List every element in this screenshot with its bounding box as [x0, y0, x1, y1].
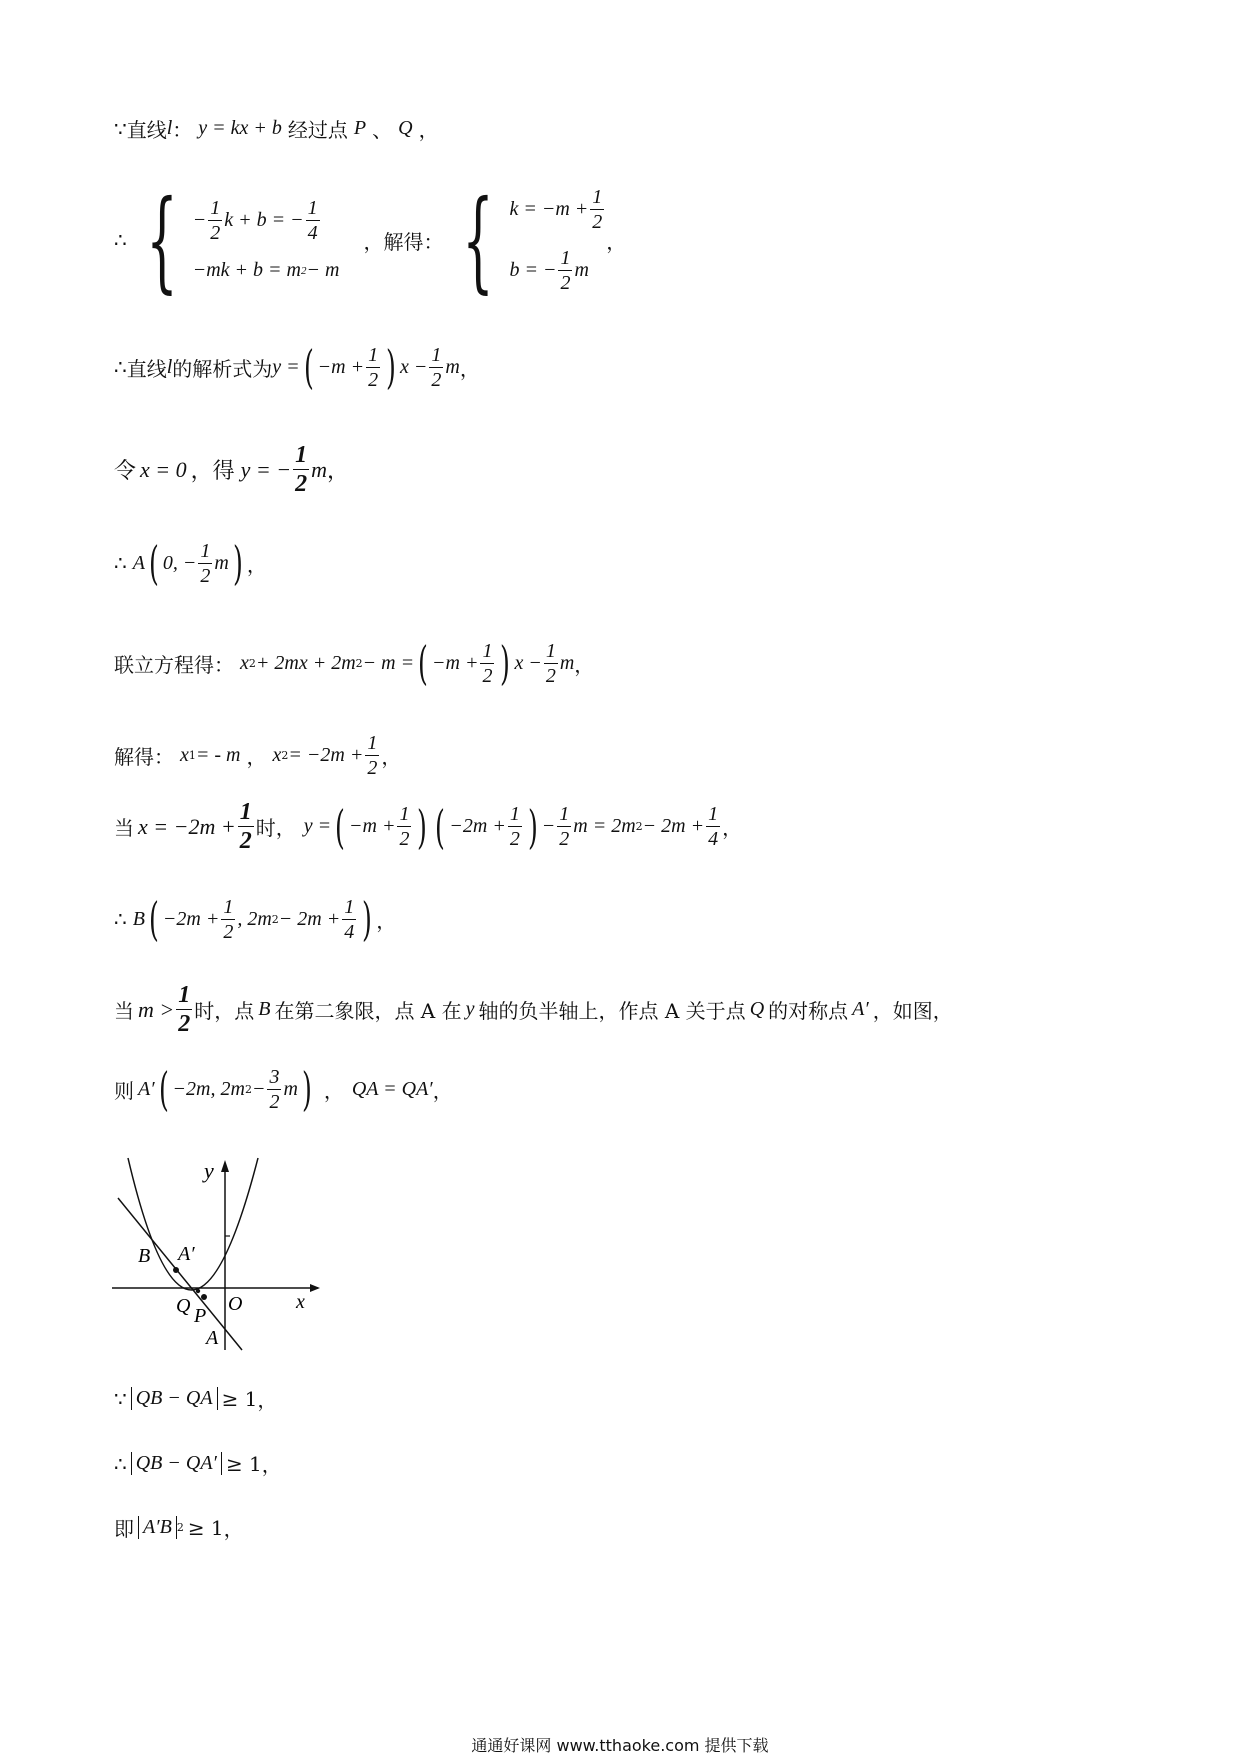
- text: ，: [323, 1078, 344, 1103]
- therefore-symbol: ∴: [114, 907, 127, 931]
- text: 的对称点: [768, 999, 849, 1023]
- text: −2m, 2m: [172, 1077, 245, 1100]
- text: ，: [223, 1517, 244, 1541]
- numerator: 1: [545, 639, 556, 662]
- line-13: [114, 1449, 282, 1478]
- right-paren: ): [362, 892, 373, 946]
- exponent: 2: [301, 264, 307, 277]
- exponent: 2: [271, 912, 279, 926]
- numerator: 1: [307, 197, 318, 219]
- text: −m +: [317, 355, 365, 378]
- var-l: l: [166, 355, 173, 378]
- text: ，: [246, 552, 267, 577]
- text: − m: [306, 259, 340, 281]
- text: m: [445, 355, 460, 378]
- text: ，: [246, 745, 267, 769]
- therefore-symbol: ∴: [114, 228, 127, 252]
- point-A-prime: [173, 1267, 179, 1273]
- text: ，: [327, 459, 350, 484]
- text: 当: [114, 999, 134, 1023]
- numerator: 1: [560, 247, 571, 269]
- numerator: 1: [482, 639, 493, 662]
- exponent: 2: [244, 1082, 252, 1096]
- denominator: 2: [368, 368, 379, 391]
- right-paren: ): [500, 636, 511, 690]
- exponent: 2: [635, 820, 643, 833]
- text: 令: [114, 459, 137, 484]
- text: m: [559, 651, 575, 674]
- text: ≥ 1: [187, 1515, 224, 1540]
- text: ，: [432, 1078, 453, 1103]
- line-l: [118, 1198, 242, 1350]
- text: 0, −: [162, 551, 197, 574]
- label-O: O: [228, 1293, 243, 1315]
- denominator: 2: [210, 222, 221, 244]
- label-A-prime: A′: [178, 1243, 195, 1265]
- text: ，: [459, 356, 480, 381]
- text: ，: [574, 652, 595, 677]
- left-paren: (: [303, 340, 314, 394]
- because-symbol: ∵: [114, 116, 127, 141]
- denominator: 2: [482, 664, 493, 687]
- parabola-figure: [108, 1150, 328, 1356]
- text: m: [214, 551, 229, 574]
- text: b = −: [509, 259, 557, 281]
- parabola-curve: [128, 1158, 258, 1290]
- label-A: A: [206, 1327, 219, 1349]
- line-6: [114, 636, 595, 690]
- denominator: 2: [200, 564, 211, 587]
- text: 在第二象限，点 A 在: [274, 999, 462, 1023]
- exponent: 2: [248, 656, 256, 670]
- page-footer: 通通好课网 www.tthaoke.com 提供下载: [471, 1736, 769, 1755]
- point-Q: [196, 1289, 200, 1293]
- var-y: y: [465, 998, 475, 1020]
- numerator: 3: [269, 1065, 280, 1088]
- text: k = −m +: [509, 198, 589, 220]
- line-9: [114, 892, 397, 946]
- label-P: P: [194, 1305, 207, 1327]
- equation-system: [193, 198, 340, 282]
- text: m: [574, 259, 589, 281]
- text: x: [180, 744, 189, 766]
- numerator: 1: [509, 803, 520, 825]
- numerator: 1: [239, 799, 252, 825]
- right-paren: ): [232, 536, 243, 590]
- denominator: 2: [295, 471, 308, 497]
- right-paren: ): [527, 799, 538, 854]
- text: ≥ 1: [225, 1451, 262, 1476]
- var-A-prime: A′: [138, 1077, 155, 1100]
- x-axis-arrow: [310, 1284, 320, 1292]
- left-paren: (: [158, 1062, 169, 1116]
- text: x −: [514, 651, 542, 674]
- denominator: 2: [592, 211, 603, 233]
- text: m >: [138, 996, 175, 1022]
- denominator: 4: [708, 828, 719, 850]
- text: 则: [114, 1078, 134, 1103]
- equation: y = kx + b: [198, 117, 282, 139]
- text: x −: [400, 355, 428, 378]
- numerator: 1: [367, 732, 378, 754]
- var-A-prime: A′: [852, 998, 869, 1020]
- text: 当: [114, 816, 134, 840]
- exponent: 2: [176, 1521, 184, 1534]
- right-paren: ): [301, 1062, 312, 1116]
- denominator: 2: [559, 828, 570, 850]
- denominator: 4: [344, 920, 355, 943]
- text: −: [251, 1077, 266, 1100]
- denominator: 2: [269, 1090, 280, 1113]
- line-1: [114, 114, 439, 143]
- text: −2m +: [162, 907, 220, 930]
- text: x = −2m +: [138, 813, 236, 839]
- text: −m +: [349, 815, 396, 837]
- text: + 2mx + 2m: [255, 651, 356, 674]
- text: 轴的负半轴上，作点 A 关于点: [478, 999, 746, 1023]
- label-B: B: [138, 1245, 151, 1267]
- var-P: P: [353, 117, 367, 139]
- text: ，如图，: [872, 999, 953, 1023]
- absolute-value: QB − QA′: [131, 1452, 222, 1475]
- line-12: [114, 1384, 277, 1413]
- text: ，: [722, 816, 743, 840]
- text: ，解得：: [363, 229, 444, 254]
- because-symbol: ∵: [114, 1386, 127, 1411]
- var-Q: Q: [398, 117, 413, 139]
- text: ≥ 1: [221, 1386, 258, 1411]
- text: QA = QA′: [351, 1077, 433, 1100]
- text: ，: [381, 745, 402, 769]
- numerator: 1: [368, 343, 379, 366]
- left-brace: {: [145, 176, 178, 304]
- text: = - m: [195, 744, 241, 766]
- text: ，得: [190, 459, 235, 484]
- numerator: 1: [399, 803, 410, 825]
- line-11: [114, 1062, 453, 1116]
- subscript: 1: [188, 749, 196, 762]
- numerator: 1: [431, 343, 442, 366]
- left-brace: {: [462, 176, 495, 304]
- right-paren: ): [386, 340, 396, 394]
- denominator: 2: [223, 920, 234, 943]
- numerator: 1: [223, 895, 234, 918]
- text: 直线: [126, 118, 167, 142]
- text: ，: [418, 118, 439, 142]
- text: ，: [376, 908, 397, 933]
- text: −m +: [432, 651, 479, 674]
- numerator: 1: [592, 186, 603, 208]
- denominator: 2: [509, 828, 520, 850]
- text: y = −: [240, 456, 292, 482]
- text: −: [541, 815, 556, 837]
- left-paren: (: [148, 536, 159, 590]
- text: − m =: [362, 651, 415, 674]
- denominator: 4: [307, 222, 318, 244]
- text: x: [272, 744, 282, 766]
- text: 解得：: [114, 745, 174, 769]
- text: −2m +: [449, 815, 506, 837]
- line-5: [114, 536, 267, 590]
- text: − 2m +: [278, 907, 341, 930]
- absolute-value: QB − QA: [131, 1387, 218, 1410]
- text: 即: [114, 1517, 134, 1541]
- label-Q: Q: [176, 1295, 191, 1317]
- y-axis-arrow: [221, 1160, 229, 1172]
- numerator: 1: [295, 442, 308, 468]
- point-P: [201, 1294, 207, 1300]
- text: − 2m +: [642, 815, 705, 837]
- var-Q: Q: [749, 998, 765, 1020]
- line-8: [114, 800, 742, 853]
- therefore-symbol: ∴: [114, 1451, 127, 1476]
- text: 、: [372, 118, 393, 142]
- text: k + b = −: [224, 209, 304, 231]
- text: 时，点: [194, 999, 255, 1023]
- therefore-symbol: ∴: [114, 551, 127, 575]
- denominator: 2: [431, 368, 442, 391]
- var-l: l: [166, 117, 173, 139]
- denominator: 2: [178, 1011, 191, 1037]
- denominator: 2: [367, 757, 378, 779]
- text: x = 0: [140, 456, 187, 482]
- numerator: 1: [708, 803, 719, 825]
- solution-system: [509, 187, 606, 293]
- left-paren: (: [335, 799, 345, 854]
- text: y =: [272, 355, 300, 378]
- denominator: 2: [399, 828, 410, 850]
- denominator: 2: [560, 272, 571, 294]
- text: ，: [257, 1388, 278, 1412]
- var-B: B: [258, 998, 271, 1020]
- text: ：: [172, 118, 193, 142]
- var-A: A: [132, 551, 145, 574]
- text: y =: [303, 815, 332, 837]
- left-paren: (: [148, 892, 159, 946]
- line-14: [114, 1513, 244, 1542]
- therefore-symbol: ∴: [114, 355, 127, 379]
- right-paren: ): [417, 799, 428, 854]
- denominator: 2: [239, 828, 252, 854]
- text: m: [311, 456, 328, 482]
- text: 时，: [255, 816, 296, 840]
- text: 经过点: [287, 118, 348, 142]
- line-10: [114, 983, 953, 1036]
- absolute-value: A′B: [138, 1516, 177, 1539]
- text: , 2m: [237, 907, 272, 930]
- var-B: B: [132, 907, 145, 930]
- line-3: [114, 340, 480, 394]
- line-7: [114, 733, 401, 778]
- text: 的解析式为: [172, 356, 273, 381]
- numerator: 1: [559, 803, 570, 825]
- text: 联立方程得：: [114, 652, 234, 677]
- text: = −2m +: [288, 744, 364, 766]
- text: −mk + b = m: [192, 259, 301, 281]
- line-4: [114, 443, 349, 496]
- text: m = 2m: [573, 815, 636, 837]
- text: ，: [261, 1453, 282, 1477]
- denominator: 2: [545, 664, 556, 687]
- left-paren: (: [418, 636, 429, 690]
- line-2: [114, 176, 627, 304]
- numerator: 1: [178, 982, 191, 1008]
- exponent: 2: [355, 656, 363, 670]
- text: 直线: [126, 356, 167, 381]
- left-paren: (: [435, 799, 446, 854]
- text: x: [240, 651, 249, 674]
- label-y: y: [204, 1158, 214, 1183]
- numerator: 1: [200, 539, 211, 562]
- text: −: [192, 209, 207, 231]
- numerator: 1: [210, 197, 221, 219]
- text: m: [283, 1077, 298, 1100]
- numerator: 1: [344, 895, 355, 918]
- subscript: 2: [281, 749, 289, 762]
- label-x: x: [296, 1291, 305, 1313]
- text: ，: [606, 229, 627, 254]
